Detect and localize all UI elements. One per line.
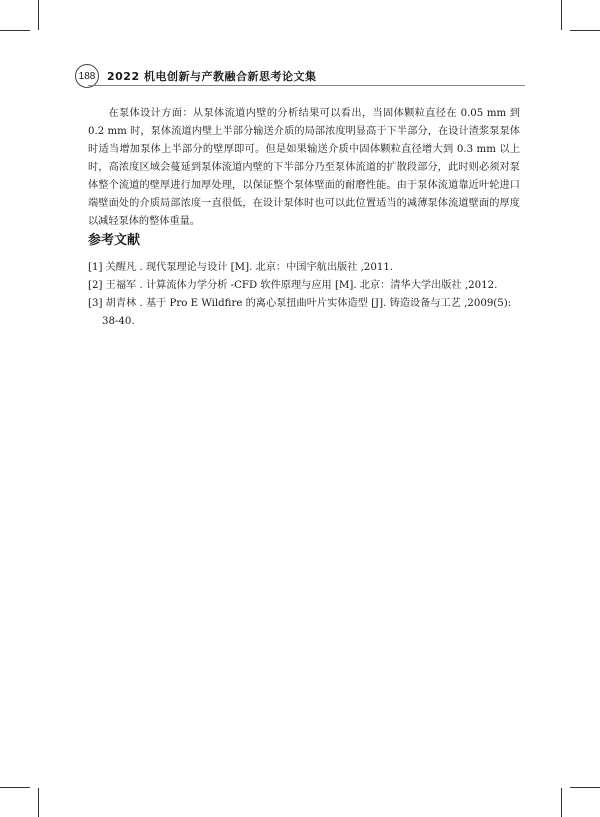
- body-text: [88, 105, 520, 231]
- reference-list: [88, 259, 524, 331]
- crop-mark-bottom-left-horizontal: [0, 787, 30, 788]
- crop-mark-bottom-right-vertical: [561, 788, 562, 817]
- reference-item-1: [1] 关醒凡 . 现代泵理论与设计 [M]. 北京：中国宇航出版社 ,2011.: [88, 262, 394, 273]
- pump-design-paragraph: 在泵体设计方面：从泵体流道内壁的分析结果可以看出，当固体颗粒直径在 0.05 mm 到 0.2 mm 时，泵体流道内壁上半部分输送介质的局部浓度明显高于下半部分，在设计渣浆泵泵体时适当增加泵体上半部分的壁厚即可。但是如果输送介质中固体颗粒直径增大到 0.3 mm 以上时，高浓度区域会蔓延到泵体流道内壁的下半部分乃至泵体流道的扩散段部分，此时则必须对泵体整个流道的壁厚进行加厚处理，以保证整个泵体壁面的耐磨性能。由于泵体流道靠近叶轮进口端壁面处的介质局部浓度一直很低，在设计泵体时也可以此位置适当的减薄泵体流道壁面的厚度以减轻泵体的整体重量。: [88, 108, 520, 227]
- crop-mark-bottom-right-horizontal: [570, 787, 600, 788]
- crop-mark-top-left-vertical: [38, 0, 39, 30]
- reference-item-2: [2] 王福军 . 计算流体力学分析 -CFD 软件原理与应用 [M]. 北京：清华大学出版社 ,2012.: [88, 280, 498, 291]
- crop-mark-top-right-vertical: [561, 0, 562, 30]
- page-number: 188: [78, 70, 96, 82]
- reference-item-3-continuation: 38-40.: [102, 316, 135, 327]
- crop-mark-top-left-horizontal: [0, 30, 30, 31]
- header-divider: [88, 85, 525, 86]
- crop-mark-bottom-left-vertical: [38, 788, 39, 817]
- crop-mark-top-right-horizontal: [570, 30, 600, 31]
- book-title: 2022 机电创新与产教融合新思考论文集: [107, 70, 317, 83]
- references-heading: 参考文献: [88, 233, 141, 248]
- reference-item-3: [3] 胡青林 . 基于 Pro E Wildfire 的离心泵扭曲叶片实体造型 [J]. 铸造设备与工艺 ,2009(5):: [88, 298, 512, 309]
